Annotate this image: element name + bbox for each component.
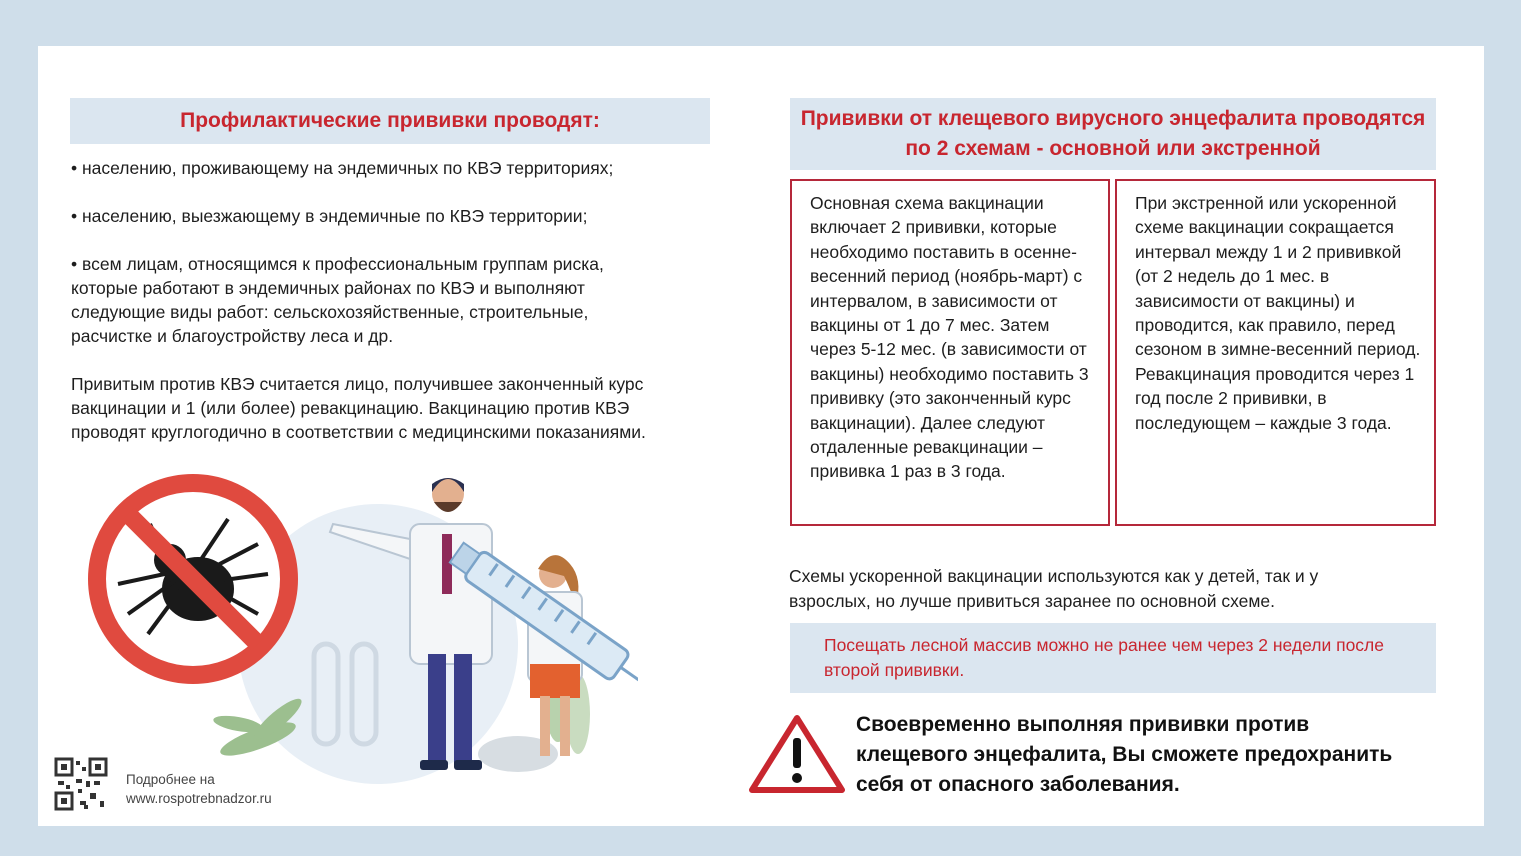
vaccination-illustration [78, 464, 638, 784]
more-label: Подробнее на [126, 772, 215, 787]
left-bullet-list [71, 156, 701, 444]
vaccinated-definition: Привитым против КВЭ считается лицо, получившее законченный курс вакцинации и 1 (или более) ревакцинацию. Вакцинацию против КВЭ проводят круглогодично в соответствии с медицинскими показаниями. [71, 374, 646, 442]
bullet-item: • всем лицам, относящимся к профессиональным группам риска, которые работают в эндемичных районах по КВЭ и выполняют следующие виды работ: сельскохозяйственные, строительные, расчистке и благоустройству леса и др. [71, 254, 604, 346]
warning-message: Своевременно выполняя прививки против клещевого энцефалита, Вы сможете предохранить себя от опасного заболевания. [856, 713, 1393, 796]
emergency-schedule-box: При экстренной или ускоренной схеме вакцинации сокращается интервал между 1 и 2 прививкой (от 2 недель до 1 мес. в зависимости от вакцины) и проводится, как правило, перед сезоном в зимне-весенний период. Ревакцинация проводится через 1 год после 2 прививки, в последующем – каждые 3 года. [1115, 179, 1436, 526]
bullet-item: • населению, проживающему на эндемичных по КВЭ территориях; [71, 158, 614, 178]
footer-info [126, 770, 272, 808]
left-heading: Профилактические прививки проводят: [70, 98, 710, 144]
website-link[interactable]: www.rospotrebnadzor.ru [126, 791, 272, 806]
accelerated-note: Схемы ускоренной вакцинации используются как у детей, так и у взрослых, но лучше привиться заранее по основной схеме. [789, 566, 1319, 611]
no-tick-sign-icon [97, 483, 289, 675]
bullet-item: • населению, выезжающему в эндемичные по КВЭ территории; [71, 206, 588, 226]
poster-card [38, 46, 1484, 826]
right-heading: Прививки от клещевого вирусного энцефалита проводятся по 2 схемам - основной или экстренной [790, 98, 1436, 170]
warning-triangle-icon [748, 714, 846, 794]
forest-visit-note: Посещать лесной массив можно не ранее чем через 2 недели после второй прививки. [790, 623, 1436, 693]
main-schedule-box: Основная схема вакцинации включает 2 прививки, которые необходимо поставить в осенне-весенний период (ноябрь-март) с интервалом, в зависимости от вакцины от 1 до 7 мес. Затем через 5-12 мес. (в зависимости от вакцины) необходимо поставить 3 прививку (это законченный курс вакцинации). Далее следуют отдаленные ревакцинации – прививка 1 раз в 3 года. [790, 179, 1110, 526]
qr-code-icon[interactable] [54, 757, 108, 811]
